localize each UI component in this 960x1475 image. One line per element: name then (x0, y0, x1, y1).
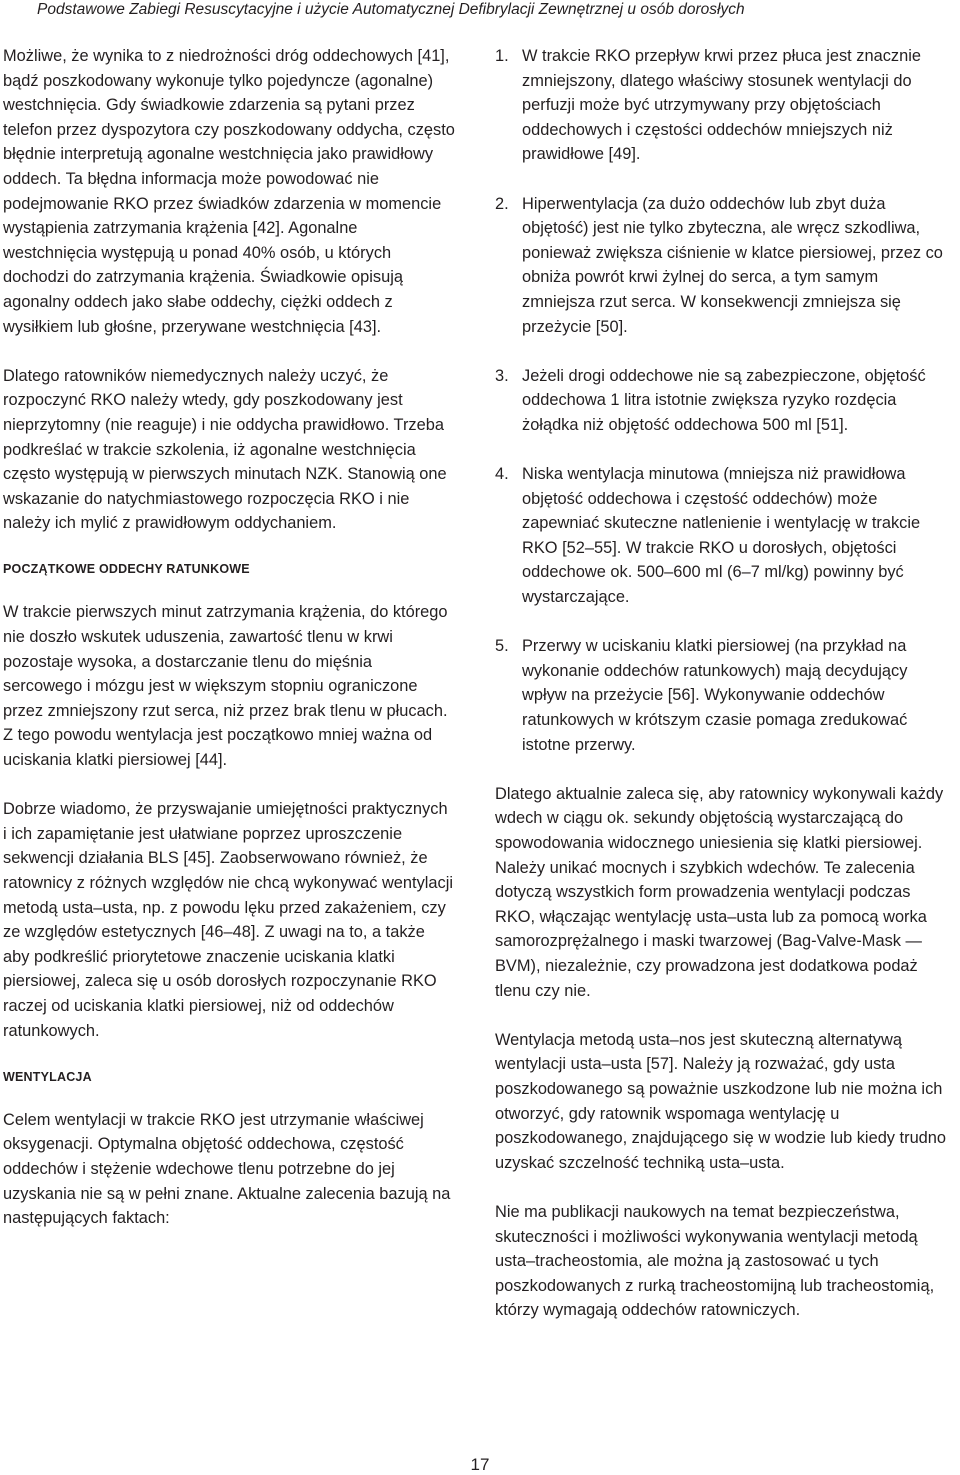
running-header: Podstawowe Zabiegi Resuscytacyjne i użycie Automatycznej Defibrylacji Zewnętrznej u osób dorosłych (37, 1, 745, 18)
list-number: 2. (495, 194, 509, 213)
list-number: 4. (495, 465, 509, 484)
list-item (495, 44, 955, 167)
list-item (495, 462, 955, 610)
paragraph: Dobrze wiadomo, że przyswajanie umiejętności praktycznych i ich zapamiętanie jest ułatwiane poprzez uproszczenie sekwencji działania BLS [45]. Zaobserwowano również, że ratownicy z różnych względów nie chcą wykonywać wentylacji metodą usta–usta, np. z powodu lęku przed zakażeniem, czy ze względów estetycznych [46–48]. Z uwagi na to, a także aby podkreślić priorytetowe znaczenie uciskania klatki piersiowej, zaleca się u osób dorosłych rozpoczynanie RKO raczej od uciskania klatki piersiowej, niż od oddechów ratunkowych. (3, 800, 454, 1040)
list-text: Jeżeli drogi oddechowe nie są zabezpieczone, objętość oddechowa 1 litra istotnie zwiększa ryzyko rozdęcia żołądka niż objętość oddechowa 500 ml [51]. (522, 366, 926, 434)
paragraph: Wentylacja metodą usta–nos jest skuteczną alternatywą wentylacji usta–usta [57]. Należy ją rozważać, gdy usta poszkodowanego są poważnie uszkodzone lub nie można ich otworzyć, gdy ratownik wspomaga wentylację u poszkodowanego, znajdującego się w wodzie lub kiedy trudno uzyskać szczelność techniką usta–usta. (495, 1030, 947, 1172)
paragraph: Nie ma publikacji naukowych na temat bezpieczeństwa, skuteczności i możliwości wykonywania wentylacji metodą usta–tracheostomia, ale można ją zastosować u tych poszkodowanych z rurką tracheostomijną lub tracheostomią, którzy wymagają oddechów ratowniczych. (495, 1202, 935, 1320)
list-text: Hiperwentylacja (za dużo oddechów lub zbyt duża objętość) jest nie tylko zbyteczna, ale wręcz szkodliwa, ponieważ zwiększa ciśnienie w klatce piersiowej, przez co obniża powrót krwi żylnej do serca, a tym samym zmniejsza rzut serca. W konsekwencji zmniejsza się przeżycie [50]. (522, 194, 943, 336)
list-item (495, 634, 955, 757)
paragraph: W trakcie pierwszych minut zatrzymania krążenia, do którego nie doszło wskutek uduszenia, zawartość tlenu w krwi pozostaje wysoka, a dostarczanie tlenu do mięśnia sercowego i mózgu jest w większym stopniu ograniczone przez zmniejszony rzut serca, niż przez brak tlenu w płucach. Z tego powodu wentylacja jest początkowo mniej ważna od uciskania klatki piersiowej [44]. (3, 603, 448, 770)
list-number: 1. (495, 47, 509, 65)
right-column (495, 44, 955, 1347)
list-text: Niska wentylacja minutowa (mniejsza niż prawidłowa objętość oddechowa i częstość oddechów) może zapewniać skuteczne natlenienie i wentylację w trakcie RKO [52–55]. W trakcie RKO u dorosłych, objętości oddechowe ok. 500–600 ml (6–7 ml/kg) powinny być wystarczające. (522, 465, 921, 607)
page-number: 17 (470, 1455, 490, 1474)
list-item (495, 364, 955, 438)
paragraph: Możliwe, że wynika to z niedrożności dróg oddechowych [41], bądź poszkodowany wykonuje tylko pojedyncze (agonalne) westchnięcia. Gdy świadkowie zdarzenia są pytani przez telefon przez dyspozytora czy poszkodowany oddycha, często błędnie interpretują agonalne westchnięcia jako prawidłowy oddech. Ta błędna informacja może powodować nie podejmowanie RKO przez świadków zdarzenia w momencie wystąpienia zatrzymania krążenia [42]. Agonalne westchnięcia występują u ponad 40% osób, u których dochodzi do zatrzymania krążenia. Świadkowie opisują agonalny oddech jako słabe oddechy, ciężki oddech z wysiłkiem lub głośne, przerywane westchnięcia [43]. (3, 47, 455, 336)
section-heading-initial-breaths: POCZĄTKOWE ODDECHY RATUNKOWE (3, 562, 250, 577)
paragraph: Celem wentylacji w trakcie RKO jest utrzymanie właściwej oksygenacji. Optymalna objętość oddechowa, częstość oddechów i stężenie wdechowe tlenu potrzebne do jej uzyskania nie są w pełni znane. Aktualne zalecenia bazują na następujących faktach: (3, 1110, 451, 1228)
paragraph: Dlatego aktualnie zaleca się, aby ratownicy wykonywali każdy wdech w ciągu ok. sekundy objętością wystarczającą do spowodowania widocznego uniesienia się klatki piersiowej. Należy unikać mocnych i szybkich wdechów. Te zalecenia dotyczą wszystkich form prowadzenia wentylacji podczas RKO, włączając wentylację usta–usta lub za pomocą worka samorozprężalnego i maski twarzowej (Bag-Valve-Mask — BVM), niezależnie, czy prowadzona jest dodatkowa podaż tlenu czy nie. (495, 784, 944, 1000)
section-heading-ventilation: WENTYLACJA (3, 1069, 92, 1084)
list-number: 3. (495, 366, 509, 385)
list-text: Przerwy w uciskaniu klatki piersiowej (na przykład na wykonanie oddechów ratunkowych) mają decydujący wpływ na przeżycie [56]. Wykonywanie oddechów ratunkowych w krótszym czasie pomaga zredukować istotne przerwy. (522, 637, 908, 754)
list-text: W trakcie RKO przepływ krwi przez płuca jest znacznie zmniejszony, dlatego właściwy stosunek wentylacji do perfuzji może być utrzymywany przy objętościach oddechowych i częstości oddechów mniejszych niż prawidłowe [49]. (522, 47, 921, 164)
left-column (3, 44, 455, 1255)
list-item (495, 192, 955, 340)
list-number: 5. (495, 637, 509, 656)
paragraph: Dlatego ratowników niemedycznych należy uczyć, że rozpoczynć RKO należy wtedy, gdy poszkodowany jest nieprzytomny (nie reaguje) i nie oddycha prawidłowo. Trzeba podkreślać w trakcie szkolenia, iż agonalne westchnięcia często występują w pierwszych minutach NZK. Stanowią one wskazanie do natychmiastowego rozpoczęcia RKO i nie należy ich mylić z prawidłowym oddychaniem. (3, 366, 447, 533)
